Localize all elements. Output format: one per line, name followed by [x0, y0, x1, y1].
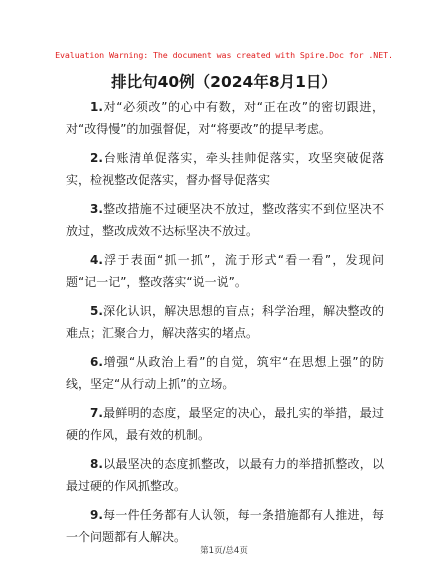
item-number: 8. — [90, 457, 103, 471]
list-item — [66, 300, 384, 344]
item-text: 浮于表面“抓一抓”，流于形式“看一看”，发现问题“记一记”，整改落实“说一说”。 — [66, 253, 384, 289]
item-number: 6. — [90, 355, 103, 369]
item-number: 2. — [90, 151, 103, 165]
item-text: 以最坚决的态度抓整改，以最有力的举措抓整改，以最过硬的作风抓整改。 — [66, 457, 384, 493]
item-number: 3. — [90, 202, 103, 216]
list-item — [66, 147, 384, 191]
item-number: 1. — [90, 100, 103, 114]
item-number: 4. — [90, 253, 103, 267]
document-title: 排比句40例（2024年8月1日） — [111, 73, 337, 91]
item-number: 5. — [90, 304, 103, 318]
item-text: 台账清单促落实，牵头挂帅促落实，攻坚突破促落实，检视整改促落实，督办督导促落实 — [66, 151, 384, 187]
item-text: 每一件任务都有人认领，每一条措施都有人推进，每一个问题都有人解决。 — [66, 508, 384, 544]
list-item — [66, 504, 384, 548]
page-footer: 第1页/总4页 — [200, 546, 248, 556]
item-text: 增强“从政治上看”的自觉，筑牢“在思想上强”的防线，坚定“从行动上抓”的立场。 — [66, 355, 384, 391]
list-item — [66, 351, 384, 395]
item-text: 对“必须改”的心中有数，对“正在改”的密切跟进，对“改得慢”的加强督促，对“将要改”的提早考虑。 — [66, 100, 384, 136]
list-item — [66, 198, 384, 242]
list-item — [66, 402, 384, 446]
item-text: 深化认识，解决思想的盲点；科学治理，解决整改的难点；汇聚合力，解决落实的堵点。 — [66, 304, 384, 340]
item-number: 7. — [90, 406, 103, 420]
list-item — [66, 96, 384, 140]
list-item — [66, 249, 384, 293]
list-item — [66, 453, 384, 497]
item-text: 整改措施不过硬坚决不放过，整改落实不到位坚决不放过，整改成效不达标坚决不放过。 — [66, 202, 384, 238]
sentence-list — [66, 96, 384, 555]
evaluation-warning: Evaluation Warning: The document was created with Spire.Doc for .NET. — [55, 50, 393, 60]
item-text: 最鲜明的态度，最坚定的决心，最扎实的举措，最过硬的作风，最有效的机制。 — [66, 406, 384, 442]
item-number: 9. — [90, 508, 103, 522]
